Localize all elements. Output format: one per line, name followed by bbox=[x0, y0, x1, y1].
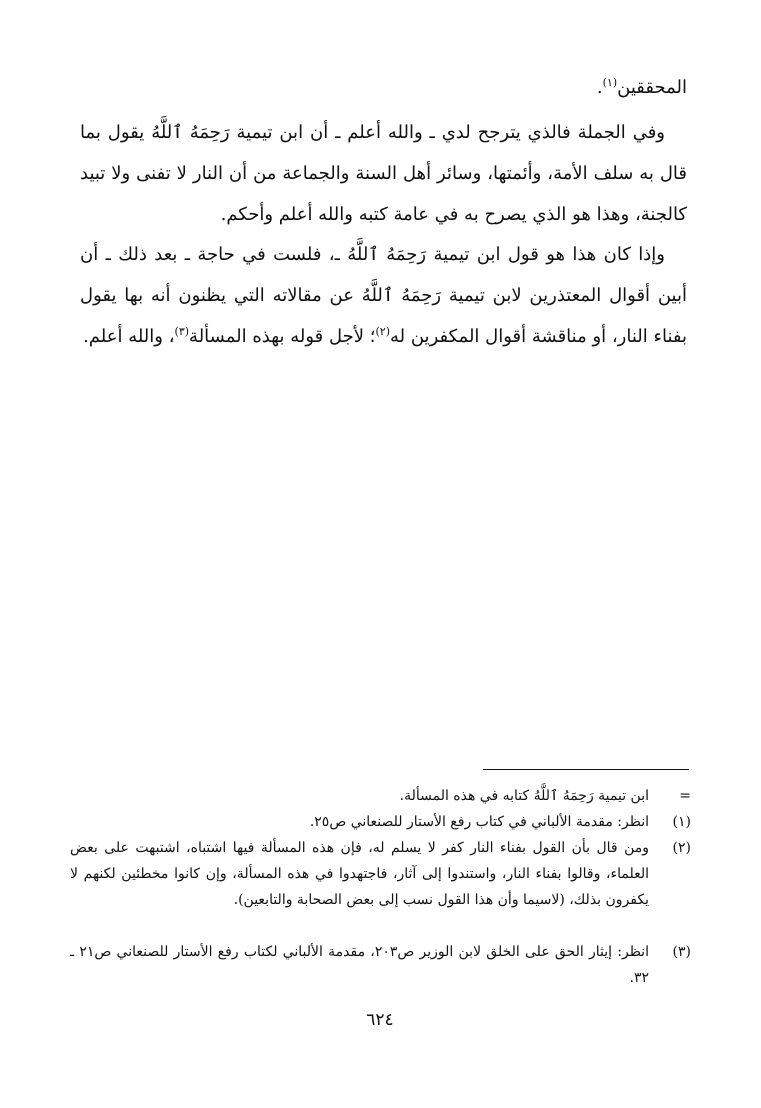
paragraph-1-end: . bbox=[596, 77, 603, 98]
footnote-ref-3: (٣) bbox=[174, 325, 190, 338]
continuation-mark: = bbox=[679, 788, 691, 804]
footnote-ref-1: (١) bbox=[602, 76, 618, 89]
continuation-text: ابن تيمية رَحِمَهُ ٱللَّهُ كتابه في هذه المسألة. bbox=[399, 788, 649, 804]
paragraph-3-text-b: ؛ لأجل قوله بهذه المسألة bbox=[189, 326, 376, 347]
paragraph-1 bbox=[80, 67, 687, 108]
footnote-2-text: ومن قال بأن القول بفناء النار كفر لا يسلم له، فإن هذه المسألة فيها اشتباه، اشتبهت على بعض العلماء، وقالوا بفناء النار، واستندوا إلى آثار، فاجتهدوا في هذه المسألة، وإن كانوا مخطئين لكنهم لا يكفرون بذلك، (لاسيما وأن هذا القول نسب إلى بعض الصحابة والتابعين). bbox=[70, 840, 649, 908]
paragraph-1-text: المحققين bbox=[617, 77, 687, 98]
footnote-2 bbox=[70, 835, 691, 913]
footnote-1 bbox=[70, 809, 691, 835]
footnote-2-mark: (٢) bbox=[672, 840, 691, 856]
footnote-continuation bbox=[70, 783, 691, 809]
paragraph-3-text-c: ، والله أعلم. bbox=[83, 326, 175, 347]
footnote-1-text: انظر: مقدمة الألباني في كتاب رفع الأستار للصنعاني ص٢٥. bbox=[309, 814, 649, 830]
footnote-1-mark: (١) bbox=[672, 814, 691, 830]
paragraph-2: وفي الجملة فالذي يترجح لدي ـ والله أعلم ـ أن ابن تيمية رَحِمَهُ ٱللَّهُ يقول بما قال به سلف الأمة، وأئمتها، وسائر أهل السنة والجماعة من أن النار لا تفنى ولا تبيد كالجنة، وهذا هو الذي يصرح به في عامة كتبه والله أعلم وأحكم. bbox=[80, 122, 687, 225]
footnote-separator bbox=[483, 769, 689, 770]
paragraph-3 bbox=[80, 234, 687, 357]
paragraph-3-text-a: وإذا كان هذا هو قول ابن تيمية رَحِمَهُ ٱللَّهُ ـ، فلست في حاجة ـ بعد ذلك ـ أن أبين أقوال المعتذرين لابن تيمية رَحِمَهُ ٱللَّهُ عن مقالاته التي يظنون أنه بها يقول بفناء النار، أو مناقشة أقوال المكفرين له bbox=[80, 244, 687, 347]
footnote-3 bbox=[70, 939, 691, 991]
footnote-3-text: انظر: إيثار الحق على الخلق لابن الوزير ص٢٠٣، مقدمة الألباني لكتاب رفع الأستار للصنعاني ص٢١ ـ ٣٢. bbox=[70, 944, 649, 986]
page-number: ٦٢٤ bbox=[366, 1010, 394, 1030]
footnote-ref-2: (٢) bbox=[375, 325, 390, 338]
footnote-3-mark: (٣) bbox=[672, 944, 691, 960]
